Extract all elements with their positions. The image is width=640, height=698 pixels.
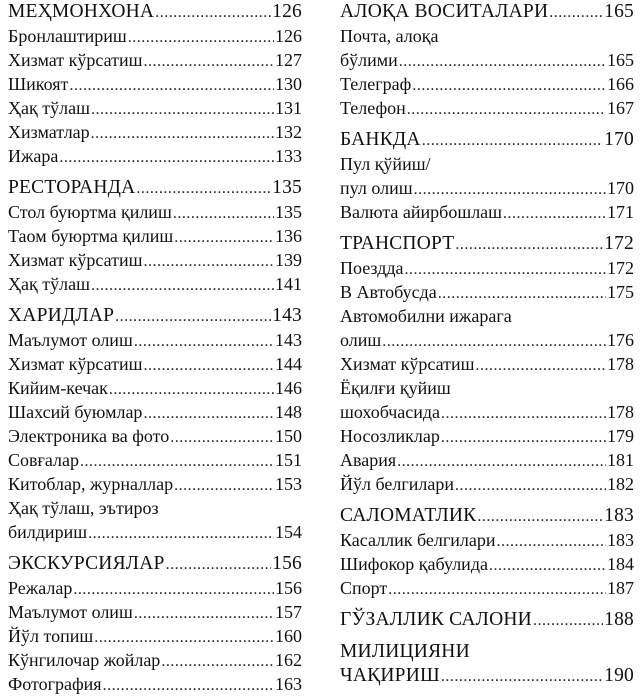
toc-page-number: 146 — [275, 378, 302, 398]
toc-page-number: 144 — [275, 354, 302, 374]
toc-entry-label: Стол буюртма қилиш — [8, 202, 172, 222]
toc-entry-label: САЛОМАТЛИК — [340, 505, 477, 526]
toc-entry-label: Электроника ва фото — [8, 426, 170, 446]
toc-entry-label: АЛОҚА ВОСИТАЛАРИ — [340, 1, 549, 22]
dot-leader — [73, 578, 274, 602]
toc-page-number: 170 — [604, 129, 634, 150]
toc-entry-label: шохобчасида — [340, 402, 441, 422]
dot-leader — [109, 378, 274, 402]
toc-page-number: 132 — [275, 122, 302, 142]
toc-section-heading — [8, 176, 302, 200]
dot-leader — [143, 354, 274, 378]
toc-entry — [8, 120, 302, 144]
toc-entry — [8, 24, 302, 48]
toc-page-number: 148 — [275, 402, 302, 422]
toc-entry — [8, 224, 302, 248]
toc-entry — [340, 424, 634, 448]
toc-page-number: 135 — [272, 177, 302, 198]
toc-entry — [8, 200, 302, 224]
toc-entry — [8, 96, 302, 120]
dot-leader — [412, 74, 606, 98]
toc-entry — [340, 200, 634, 224]
dot-leader — [477, 505, 603, 529]
dot-leader — [161, 650, 274, 674]
toc-entry — [340, 328, 634, 352]
toc-entry-label: Маълумот олиш — [8, 330, 133, 350]
toc-page-number: 190 — [604, 665, 634, 686]
toc-entry-label-line1: Ҳақ тўлаш, эътироз — [8, 498, 159, 518]
toc-entry — [8, 248, 302, 272]
toc-section-heading — [8, 304, 302, 328]
toc-page-number: 139 — [275, 250, 302, 270]
toc-entry-label: Телеграф — [340, 74, 412, 94]
toc-entry — [8, 472, 302, 496]
toc-page-number: 126 — [275, 26, 302, 46]
toc-column-right — [340, 0, 634, 688]
toc-section-heading — [8, 0, 302, 24]
toc-entry — [340, 528, 634, 552]
toc-entry-label: пул олиш — [340, 178, 413, 198]
toc-entry-label: Ҳақ тўлаш — [8, 98, 90, 118]
toc-entry-label: Телефон — [340, 98, 406, 118]
toc-page-number: 179 — [607, 426, 634, 446]
toc-entry — [8, 576, 302, 600]
toc-entry — [8, 144, 302, 168]
dot-leader — [173, 202, 274, 226]
toc-entry-label-line1: Автомобилни ижарага — [340, 306, 512, 326]
toc-page-number: 178 — [607, 354, 634, 374]
dot-leader — [441, 665, 603, 689]
dot-leader — [174, 474, 274, 498]
toc-entry-label: Йўл белгилари — [340, 474, 454, 494]
toc-entry — [340, 280, 634, 304]
dot-leader — [388, 578, 606, 602]
toc-entry-label: Маълумот олиш — [8, 602, 133, 622]
dot-leader — [94, 626, 274, 650]
toc-page-number: 178 — [607, 402, 634, 422]
dot-leader — [115, 305, 271, 329]
toc-entry-label: ТРАНСПОРТ — [340, 233, 455, 254]
toc-page-number: 133 — [275, 146, 302, 166]
toc-page-number: 187 — [607, 578, 634, 598]
toc-page-number: 170 — [607, 178, 634, 198]
toc-entry-label: МЕҲМОНХОНА — [8, 1, 155, 22]
toc-entry-label: Кийим-кечак — [8, 378, 108, 398]
toc-entry — [8, 400, 302, 424]
dot-leader — [134, 330, 274, 354]
toc-page-number: 182 — [607, 474, 634, 494]
dot-leader — [170, 426, 274, 450]
dot-leader — [441, 402, 606, 426]
dot-leader — [399, 50, 606, 74]
toc-section-heading — [340, 664, 634, 688]
toc-page-number: 150 — [275, 426, 302, 446]
toc-page-number: 136 — [275, 226, 302, 246]
toc-page-number: 183 — [604, 505, 634, 526]
toc-page-number: 141 — [275, 274, 302, 294]
toc-page-number: 167 — [607, 98, 634, 118]
toc-page-number: 165 — [604, 1, 634, 22]
dot-leader — [88, 522, 274, 546]
dot-leader — [128, 26, 274, 50]
toc-entry-label: В Автобусда — [340, 282, 437, 302]
dot-leader — [414, 178, 606, 202]
toc-entry — [340, 576, 634, 600]
toc-entry-label-line1: Пул қўйиш/ — [340, 154, 431, 174]
toc-page-number: 160 — [275, 626, 302, 646]
toc-page-number: 135 — [275, 202, 302, 222]
toc-entry-label: Хизмат кўрсатиш — [8, 250, 143, 270]
toc-entry — [340, 352, 634, 376]
toc-entry — [340, 256, 634, 280]
toc-entry — [8, 672, 302, 696]
dot-leader — [143, 250, 274, 274]
toc-entry-label-line1: МИЛИЦИЯНИ — [340, 641, 470, 662]
toc-entry — [8, 648, 302, 672]
toc-page-number: 130 — [275, 74, 302, 94]
dot-leader — [91, 98, 274, 122]
toc-entry-label: Таом буюртма қилиш — [8, 226, 174, 246]
dot-leader — [174, 226, 274, 250]
dot-leader — [143, 402, 274, 426]
toc-page-number: 154 — [275, 522, 302, 542]
toc-section-heading — [340, 504, 634, 528]
toc-entry — [8, 376, 302, 400]
toc-entry — [340, 552, 634, 576]
toc-page-number: 176 — [607, 330, 634, 350]
toc-page-number: 172 — [607, 258, 634, 278]
toc-page-number: 162 — [275, 650, 302, 670]
toc-entry — [8, 600, 302, 624]
toc-entry — [8, 48, 302, 72]
toc-page-number: 181 — [607, 450, 634, 470]
toc-section-heading — [340, 608, 634, 632]
toc-entry-label: Касаллик белгилари — [340, 530, 496, 550]
dot-leader — [496, 530, 606, 554]
toc-entry-label: Ижара — [8, 146, 59, 166]
toc-page-number: 165 — [607, 50, 634, 70]
toc-entry-label: Шикоят — [8, 74, 69, 94]
toc-entry-label: бўлими — [340, 50, 398, 70]
dot-leader — [405, 258, 606, 282]
toc-page-number: 184 — [607, 554, 634, 574]
toc-page-number: 166 — [607, 74, 634, 94]
toc-page-number: 153 — [275, 474, 302, 494]
toc-entry — [8, 272, 302, 296]
dot-leader — [503, 202, 606, 226]
toc-entry-label: Авария — [340, 450, 397, 470]
toc-entry-label: Спорт — [340, 578, 388, 598]
dot-leader — [455, 474, 606, 498]
toc-page-number: 127 — [275, 50, 302, 70]
dot-leader — [407, 98, 606, 122]
toc-page-number: 143 — [275, 330, 302, 350]
dot-leader — [136, 177, 271, 201]
dot-leader — [533, 609, 603, 633]
toc-entry-label: ГЎЗАЛЛИК САЛОНИ — [340, 609, 532, 630]
toc-entry-label: Режалар — [8, 578, 73, 598]
toc-entry — [8, 448, 302, 472]
dot-leader — [91, 274, 274, 298]
toc-entry-label: Хизматлар — [8, 122, 90, 142]
toc-entry-label: Китоблар, журналлар — [8, 474, 174, 494]
toc-entry — [8, 328, 302, 352]
dot-leader — [166, 553, 272, 577]
dot-leader — [549, 1, 603, 25]
dot-leader — [143, 50, 274, 74]
dot-leader — [455, 233, 603, 257]
toc-entry — [8, 72, 302, 96]
toc-column-left — [8, 0, 302, 696]
toc-entry — [340, 472, 634, 496]
toc-section-heading — [340, 128, 634, 152]
toc-entry-label: Фотография — [8, 674, 102, 694]
toc-entry-label: РЕСТОРАНДА — [8, 177, 136, 198]
dot-leader — [422, 129, 603, 153]
toc-entry-label: ЧАҚИРИШ — [340, 665, 440, 686]
toc-entry-label: Совғалар — [8, 450, 80, 470]
dot-leader — [91, 122, 274, 146]
toc-page-number: 175 — [607, 282, 634, 302]
toc-entry-label: Хизмат кўрсатиш — [8, 354, 143, 374]
toc-entry — [8, 520, 302, 544]
toc-entry — [8, 424, 302, 448]
toc-page-number: 171 — [607, 202, 634, 222]
toc-page-number: 157 — [275, 602, 302, 622]
toc-entry-label: Поездда — [340, 258, 404, 278]
dot-leader — [397, 450, 606, 474]
toc-page-number: 163 — [275, 674, 302, 694]
toc-entry-label: Хизмат кўрсатиш — [340, 354, 475, 374]
toc-entry — [8, 352, 302, 376]
toc-entry-label: Шифокор қабулида — [340, 554, 488, 574]
toc-entry-label: Хизмат кўрсатиш — [8, 50, 143, 70]
dot-leader — [475, 354, 606, 378]
toc-page-number: 183 — [607, 530, 634, 550]
dot-leader — [80, 450, 274, 474]
toc-entry — [8, 624, 302, 648]
toc-page-number: 131 — [275, 98, 302, 118]
dot-leader — [155, 1, 271, 25]
toc-entry-label: ЭКСКУРСИЯЛАР — [8, 553, 165, 574]
toc-page-number: 156 — [272, 553, 302, 574]
dot-leader — [103, 674, 274, 698]
toc-entry-label: Носозликлар — [340, 426, 440, 446]
toc-entry — [340, 400, 634, 424]
toc-entry — [340, 72, 634, 96]
dot-leader — [69, 74, 274, 98]
toc-entry — [340, 96, 634, 120]
dot-leader — [489, 554, 606, 578]
toc-entry-label: Бронлаштириш — [8, 26, 127, 46]
toc-entry-label-line1: Почта, алоқа — [340, 26, 439, 46]
toc-section-heading — [8, 552, 302, 576]
toc-entry-label: Валюта айирбошлаш — [340, 202, 503, 222]
toc-page-number: 188 — [604, 609, 634, 630]
toc-entry-label-line1: Ёқилғи қуйиш — [340, 378, 451, 398]
dot-leader — [438, 282, 606, 306]
toc-entry — [340, 48, 634, 72]
toc-entry-label: ХАРИДЛАР — [8, 305, 115, 326]
toc-entry-label: билдириш — [8, 522, 88, 542]
toc-entry — [340, 448, 634, 472]
toc-page-number: 151 — [275, 450, 302, 470]
toc-page-number: 126 — [272, 1, 302, 22]
toc-section-heading — [340, 0, 634, 24]
toc-entry-label: олиш — [340, 330, 382, 350]
toc-entry-label: Шахсий буюмлар — [8, 402, 143, 422]
toc-entry-label: БАНКДА — [340, 129, 421, 150]
toc-page-number: 156 — [275, 578, 302, 598]
toc-entry-label: Ҳақ тўлаш — [8, 274, 90, 294]
toc-entry-label: Кўнгилочар жойлар — [8, 650, 161, 670]
toc-section-heading — [340, 232, 634, 256]
dot-leader — [382, 330, 606, 354]
dot-leader — [134, 602, 274, 626]
toc-page-number: 143 — [272, 305, 302, 326]
toc-page-number: 172 — [604, 233, 634, 254]
toc-entry — [340, 176, 634, 200]
dot-leader — [59, 146, 274, 170]
dot-leader — [441, 426, 606, 450]
toc-entry-label: Йўл топиш — [8, 626, 94, 646]
